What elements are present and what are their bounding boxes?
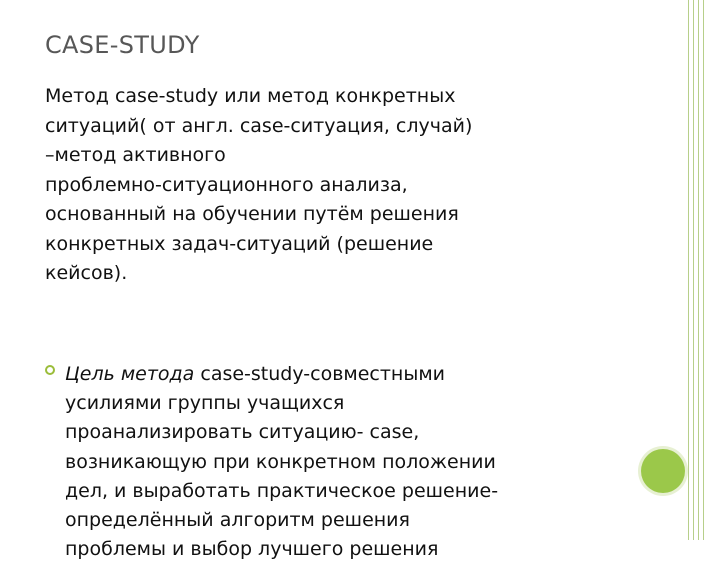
bullet-italic-lead: Цель метода <box>65 363 195 385</box>
decorative-border-lines <box>688 0 710 540</box>
paragraph-line: Метод case-study или метод конкретных <box>45 85 456 107</box>
paragraph-line: проблемно-ситуационного анализа, <box>45 173 408 196</box>
bullet-line: определённый алгоритм решения <box>65 509 410 532</box>
border-line <box>698 0 699 540</box>
paragraph-line: конкретных задач-ситуаций (решение <box>45 232 434 255</box>
bullet-text <box>65 360 498 564</box>
border-line <box>703 0 704 540</box>
paragraph-line: –метод активного <box>45 144 226 166</box>
paragraph-line: основанный на обучении путём решения <box>45 203 459 225</box>
bullet-line: усилиями группы учащихся <box>65 392 345 415</box>
paragraph-line: ситуаций( от англ. case-ситуация, случай) <box>45 114 473 137</box>
paragraph-line: кейсов). <box>45 262 128 284</box>
border-line <box>688 0 689 540</box>
decorative-green-circle <box>641 449 685 493</box>
bullet-line-rest: case-study-совместными <box>194 363 446 385</box>
bullet-line <box>65 360 498 389</box>
bullet-circle-icon <box>45 365 55 375</box>
slide-title: CASE-STUDY <box>45 31 200 59</box>
bullet-line: проанализировать ситуацию- case, <box>65 421 420 444</box>
bullet-line: проблемы и выбор лучшего решения <box>65 538 439 561</box>
bullet-line: дел, и выработать практическое решение- <box>65 479 499 502</box>
definition-paragraph <box>45 82 605 289</box>
border-line <box>693 0 694 540</box>
bullet-line: возникающую при конкретном положении <box>65 450 496 473</box>
